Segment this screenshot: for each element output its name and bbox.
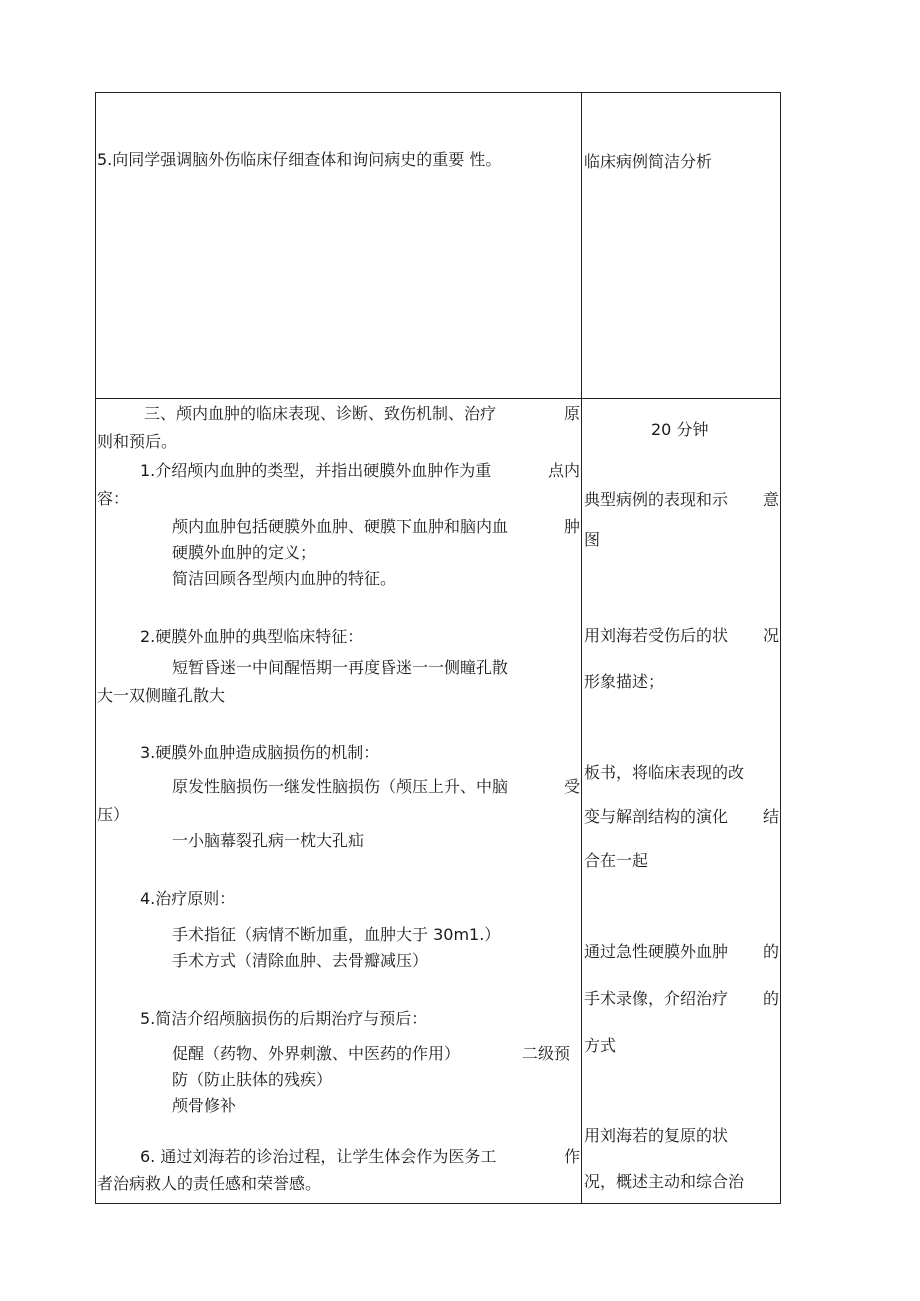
section-heading-line2: 则和预后。 <box>97 432 178 451</box>
row1-right-text: 临床病例简洁分析 <box>584 152 713 171</box>
row1-left-text: 5.向同学强调脑外伤临床仔细查体和询问病史的重要 性。 <box>97 150 502 169</box>
point3-text-b: 受 <box>563 777 580 796</box>
point1-sub1-b: 肿 <box>563 517 580 536</box>
point3-text-a: 原发性脑损伤一继发性脑损伤（颅压上升、中脑 <box>172 777 509 796</box>
right-note2-a: 用刘海若受伤后的状 <box>584 626 729 645</box>
point5-line3: 颅骨修补 <box>172 1096 237 1115</box>
right-note1-line1 <box>584 490 779 510</box>
right-note4-line1 <box>584 942 779 962</box>
point1-text-b: 点内 <box>547 461 580 480</box>
point2-line1: 短暂昏迷一中间醒悟期一再度昏迷一一侧瞳孔散 <box>172 658 509 677</box>
point5-text-b: 二级预 <box>521 1044 570 1063</box>
heading-text-a: 三、颅内血肿的临床表现、诊断、致伤机制、治疗 <box>144 404 497 423</box>
right-note4-c: 手术录像，介绍治疗 <box>584 989 729 1008</box>
point5-line1 <box>172 1044 570 1064</box>
point2-line2: 大一双侧瞳孔散大 <box>97 686 226 705</box>
point3-title: 3.硬膜外血肿造成脑损伤的机制： <box>140 743 380 762</box>
right-note2-line2: 形象描述； <box>584 672 665 691</box>
right-note2-line1 <box>584 626 779 646</box>
right-note3-line2 <box>584 807 779 827</box>
right-note5-line2: 况，概述主动和综合治 <box>584 1172 745 1191</box>
point4-title: 4.治疗原则： <box>140 889 236 908</box>
right-note3-b: 结 <box>762 807 779 826</box>
right-note1-b: 意 <box>762 490 779 509</box>
point4-line2: 手术方式（清除血肿、去骨瓣减压） <box>172 951 429 970</box>
right-note4-d: 的 <box>762 989 779 1008</box>
right-note4-a: 通过急性硬膜外血肿 <box>584 942 729 961</box>
time-allocation: 20 分钟 <box>651 420 709 439</box>
right-note2-b: 况 <box>762 626 779 645</box>
right-note5-line1: 用刘海若的复原的状 <box>584 1126 729 1145</box>
column-divider <box>581 93 582 1203</box>
right-note4-line3: 方式 <box>584 1036 617 1055</box>
section-heading-line1 <box>144 404 580 424</box>
point6-text-a: 6. 通过刘海若的诊治过程，让学生体会作为医务工 <box>140 1147 497 1166</box>
point3-line1 <box>172 777 580 797</box>
point1-sub2: 硬膜外血肿的定义； <box>172 543 317 562</box>
point6-line2: 者治病救人的责任感和荣誉感。 <box>97 1174 322 1193</box>
point1-line1 <box>140 461 580 481</box>
right-note1-a: 典型病例的表现和示 <box>584 490 729 509</box>
point2-title: 2.硬膜外血肿的典型临床特征： <box>140 627 364 646</box>
point1-sub3: 简洁回顾各型颅内血肿的特征。 <box>172 569 397 588</box>
point5-text-a: 促醒（药物、外界刺激、中医药的作用） <box>172 1044 461 1063</box>
point4-line1: 手术指征（病情不断加重，血肿大于 30m1.） <box>172 925 501 944</box>
point1-line2: 容： <box>97 489 130 508</box>
point1-sub1 <box>172 517 580 537</box>
right-note3-line3: 合在一起 <box>584 851 649 870</box>
point1-sub1-a: 颅内血肿包括硬膜外血肿、硬膜下血肿和脑内血 <box>172 517 509 536</box>
row-divider <box>96 398 780 399</box>
right-note4-b: 的 <box>762 942 779 961</box>
heading-text-b: 原 <box>563 404 580 423</box>
point1-text-a: 1.介绍颅内血肿的类型，并指出硬膜外血肿作为重 <box>140 461 492 480</box>
right-note3-line1: 板书，将临床表现的改 <box>584 763 745 782</box>
right-note1-line2: 图 <box>584 530 601 549</box>
point6-text-b: 作 <box>563 1147 580 1166</box>
point6-line1 <box>140 1147 580 1167</box>
lesson-plan-table <box>95 92 781 1204</box>
right-note4-line2 <box>584 989 779 1009</box>
right-note3-a: 变与解剖结构的演化 <box>584 807 729 826</box>
point5-title: 5.简洁介绍颅脑损伤的后期治疗与预后： <box>140 1009 428 1028</box>
point5-line2: 防（防止肤体的残疾） <box>172 1070 333 1089</box>
point3-line2: 压） <box>97 805 130 824</box>
point3-line3: 一小脑幕裂孔病一枕大孔疝 <box>172 831 365 850</box>
